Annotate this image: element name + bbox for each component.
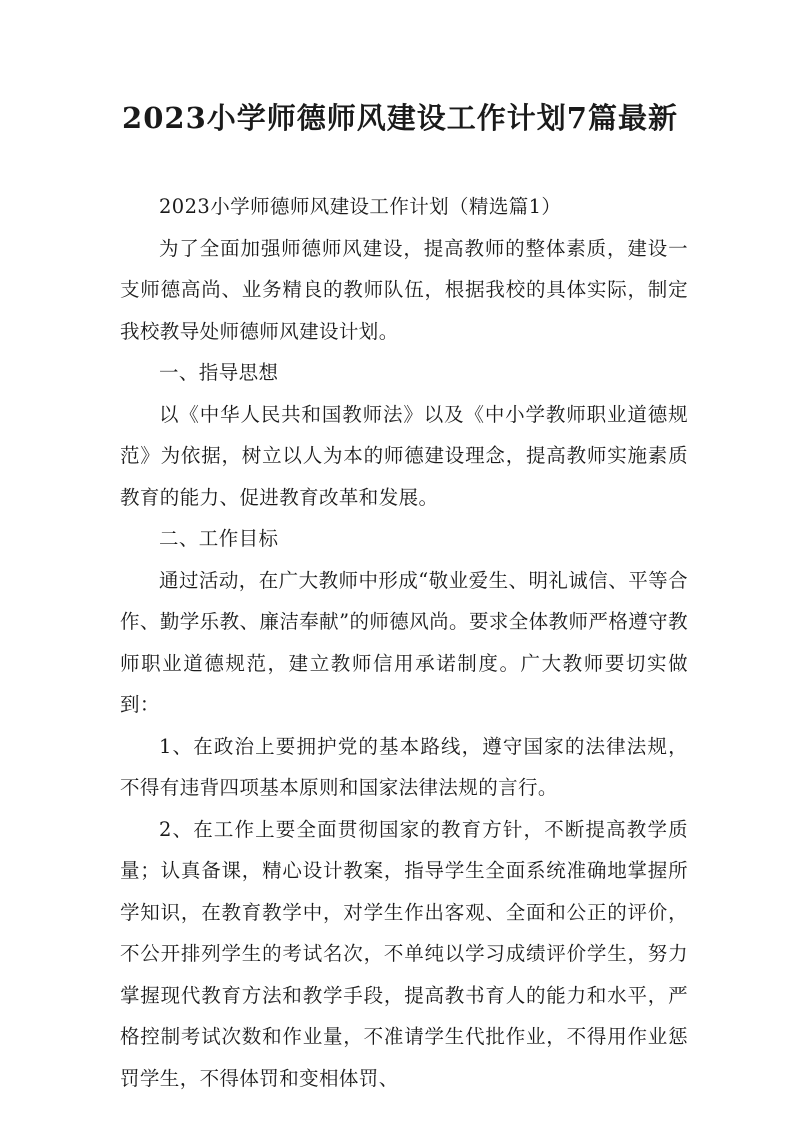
- document-title: 2023小学师德师风建设工作计划7篇最新: [122, 101, 678, 135]
- list-item: 1、在政治上要拥护党的基本路线，遵守国家的法律法规，不得有违背四项基本原则和国家法律法规的言行。: [120, 734, 688, 799]
- section-heading: 2023小学师德师风建设工作计划（精选篇1）: [159, 195, 562, 218]
- section-heading: 二、工作目标: [159, 527, 279, 550]
- document-body: [120, 186, 688, 1099]
- intro-paragraph: 为了全面加强师德师风建设，提高教师的整体素质，建设一支师德高尚、业务精良的教师队伍，根据我校的具体实际，制定我校教导处师德师风建设计划。: [120, 236, 688, 343]
- body-paragraph: 以《中华人民共和国教师法》以及《中小学教师职业道德规范》为依据，树立以人为本的师德建设理念，提高教师实施素质教育的能力、促进教育改革和发展。: [120, 402, 688, 509]
- list-item: 2、在工作上要全面贯彻国家的教育方针，不断提高教学质量；认真备课，精心设计教案，指导学生全面系统准确地掌握所学知识，在教育教学中，对学生作出客观、全面和公正的评价，不公开排列学生的考试名次，不单纯以学习成绩评价学生，努力掌握现代教育方法和教学手段，提高教书育人的能力和水平，严格控制考试次数和作业量，不准请学生代批作业，不得用作业惩罚学生，不得体罚和变相体罚、: [120, 817, 688, 1090]
- body-paragraph: 通过活动，在广大教师中形成“敬业爱生、明礼诚信、平等合作、勤学乐教、廉洁奉献”的师德风尚。要求全体教师严格遵守教师职业道德规范，建立教师信用承诺制度。广大教师要切实做到：: [120, 568, 688, 716]
- section-heading: 一、指导思想: [159, 361, 279, 384]
